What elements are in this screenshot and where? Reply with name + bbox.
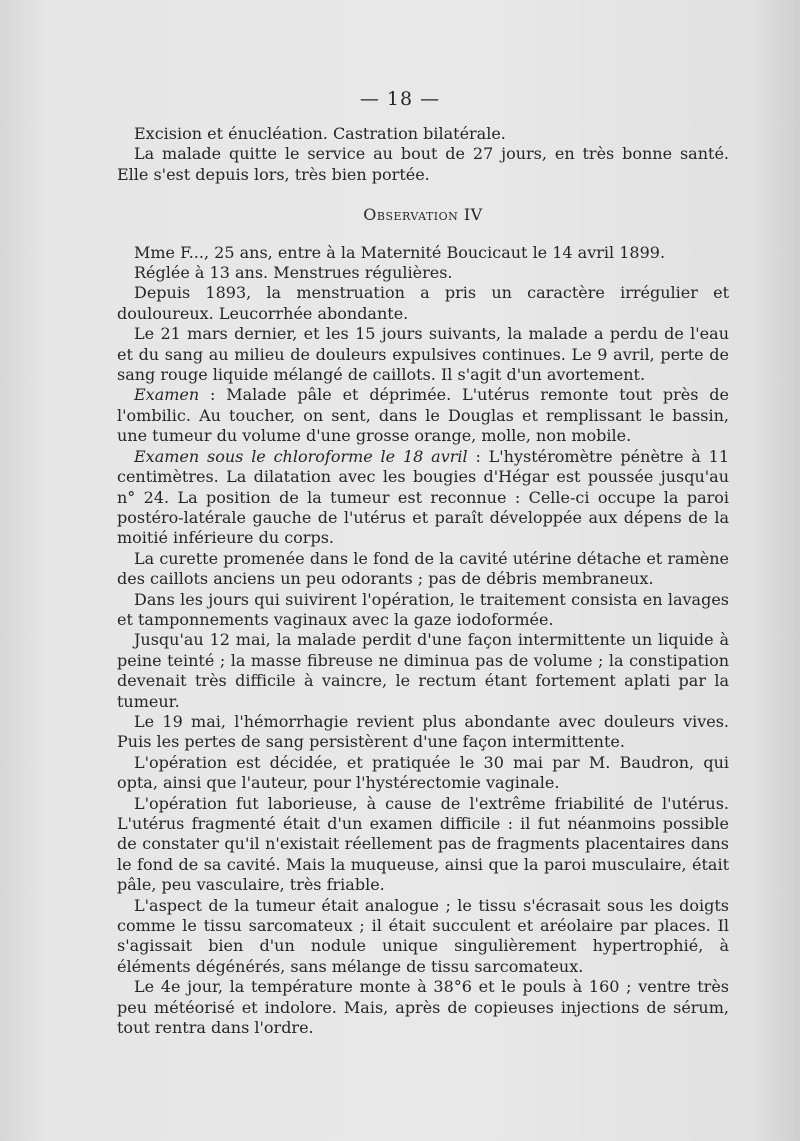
paragraph: Depuis 1893, la menstruation a pris un caractère irrégulier et douloureux. Leucorrhée abondante. xyxy=(117,283,729,323)
paragraph: Réglée à 13 ans. Menstrues régulières. xyxy=(134,263,453,283)
paragraph: Le 21 mars dernier, et les 15 jours suivants, la malade a perdu de l'eau et du sang au milieu de douleurs expulsives continues. Le 9 avril, perte de sang rouge liquide mélangé de caillots. Il s'agit d'un avortement. xyxy=(117,324,729,385)
paragraph: L'aspect de la tumeur était analogue ; le tissu s'écrasait sous les doigts comme le tissu sarcomateux ; il était succulent et aréolaire par places. Il s'agissait bien d'un nodule unique singulièrement hypertrophié, à éléments dégénérés, sans mélange de tissu sarcomateux. xyxy=(117,895,729,976)
observation-heading: Observation IV xyxy=(363,205,483,225)
intro-line: Excision et énucléation. Castration bilatérale. xyxy=(134,124,506,143)
exam-label: Examen xyxy=(134,385,200,405)
paragraph: Jusqu'au 12 mai, la malade perdit d'une façon intermittente un liquide à peine teinté ; la masse fibreuse ne diminua pas de volume ; la constipation devenait très difficile à vaincre, le rectum étant fortement aplati par la tumeur. xyxy=(117,630,729,711)
exam-chloroform-label: Examen sous le chloroforme le 18 avril xyxy=(134,446,468,466)
paragraph: Le 19 mai, l'hémorrhagie revient plus abondante avec douleurs vives. Puis les pertes de sang persistèrent d'une façon intermittente. xyxy=(117,711,729,752)
intro-line: La malade quitte le service au bout de 27 jours, en très bonne santé. Elle s'est depuis lors, très bien portée. xyxy=(117,144,729,184)
paragraph: La curette promenée dans le fond de la cavité utérine détache et ramène des caillots anciens un peu odorants ; pas de débris membraneux. xyxy=(117,548,729,589)
exam-chloroform-paragraph xyxy=(117,447,729,549)
paragraph: L'opération est décidée, et pratiquée le 30 mai par M. Baudron, qui opta, ainsi que l'auteur, pour l'hystérectomie vaginale. xyxy=(117,752,729,793)
body-text xyxy=(117,124,729,1038)
exam-text: : Malade pâle et déprimée. L'utérus remonte tout près de l'ombilic. Au toucher, on sent, dans le Douglas et remplissant le bassin, une tumeur du volume d'une grosse orange, molle, non mobile. xyxy=(117,385,729,446)
paragraph: Mme F..., 25 ans, entre à la Maternité Boucicaut le 14 avril 1899. xyxy=(134,242,666,262)
paragraph: L'opération fut laborieuse, à cause de l'extrême friabilité de l'utérus. L'utérus fragmenté était d'un examen difficile : il fut néanmoins possible de constater qu'il n'existait réellement pas de fragments placentaires dans le fond de sa cavité. Mais la muqueuse, ainsi que la paroi musculaire, était pâle, peu vasculaire, très friable. xyxy=(117,793,729,895)
exam-chloroform-text: : L'hystéromètre pénètre à 11 centimètres. La dilatation avec les bougies d'Hégar est poussée jusqu'au n° 24. La position de la tumeur est reconnue : Celle-ci occupe la paroi postéro-latérale gauche de l'utérus et paraît développée aux dépens de la moitié inférieure du corps. xyxy=(117,446,729,548)
exam-paragraph xyxy=(117,385,729,446)
page-number: — 18 — xyxy=(359,88,441,110)
paragraph: Dans les jours qui suivirent l'opération, le traitement consista en lavages et tamponnements vaginaux avec la gaze iodoformée. xyxy=(117,589,729,629)
paragraph: Le 4e jour, la température monte à 38°6 et le pouls à 160 ; ventre très peu météorisé et indolore. Mais, après de copieuses injections de sérum, tout rentra dans l'ordre. xyxy=(117,977,729,1038)
